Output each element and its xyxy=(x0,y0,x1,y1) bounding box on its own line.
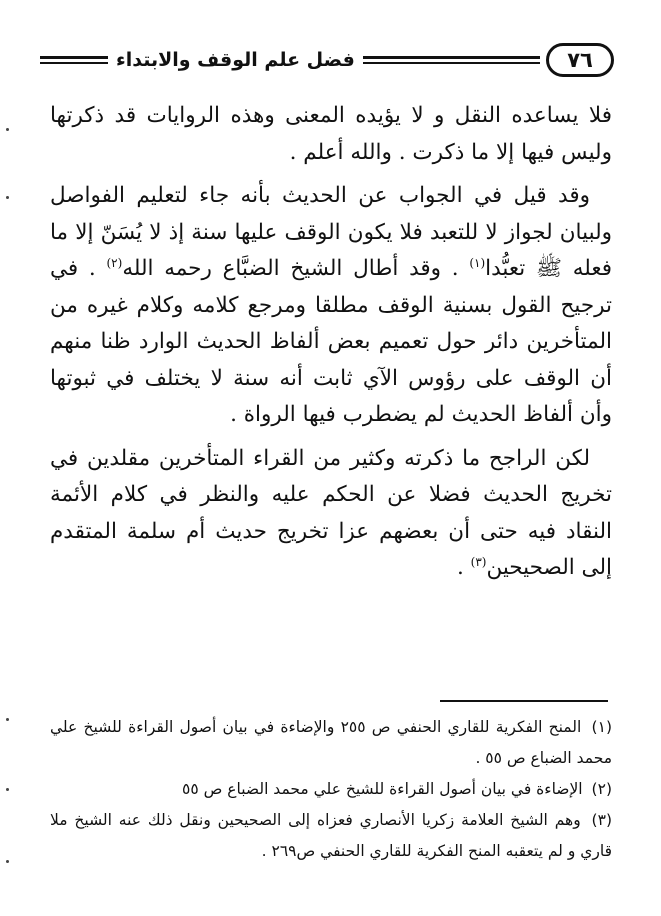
footnote-number: (١) xyxy=(591,718,612,736)
text-line: النقاد فيه حتى أن بعضهم عزا تخريج حديث أم سلمة المتقدم xyxy=(50,518,612,544)
text-line: وقد قيل في الجواب عن الحديث بأنه جاء لتعليم الفواصل xyxy=(50,183,590,208)
text-line: إلا ما فعله ﷺ تعبُّدا xyxy=(50,219,612,281)
running-title: فضل علم الوقف والابتداء xyxy=(116,49,355,71)
text-line: . في ترجيح القول بسنية الوقف مطلقا ومرجع كلامه xyxy=(50,256,612,318)
footnote-text: الإضاءة في بيان أصول القراءة للشيخ علي محمد الضباع ص ٥٥ xyxy=(182,780,583,798)
footnote-ref-1: (١) xyxy=(469,255,486,270)
text-line: إلى الصحيحين xyxy=(486,555,612,580)
text-line: . وقد أطال الشيخ الضبَّاع رحمه xyxy=(164,256,470,281)
text-line: ولبيان لجواز لا للتعبد فلا يكون الوقف عليها سنة إذ لا يُسَنّ xyxy=(100,219,612,245)
footnote-ref-2: (٢) xyxy=(106,255,123,270)
footnote-2 xyxy=(50,774,612,805)
footnote-text: وهم الشيخ العلامة زكريا الأنصاري فعزاه إلى الصحيحين ونقل ذلك عنه الشيخ ملا قاري و لم يتعقبه المنح الفكرية للقاري الحنفي ص٢٦٩ . xyxy=(50,811,612,860)
text-line: فلا يساعده النقل و لا يؤيده المعنى وهذه الروايات قد ذكرتها xyxy=(50,103,612,128)
page-number: ٧٦ xyxy=(546,43,614,77)
margin-dot xyxy=(6,196,9,199)
main-text xyxy=(50,98,612,587)
footnote-number: (٣) xyxy=(591,811,612,829)
footnote-separator xyxy=(440,700,608,702)
margin-dot xyxy=(6,788,9,791)
margin-dot xyxy=(6,128,9,131)
header-rule-short xyxy=(40,56,108,64)
text-line: الله xyxy=(122,256,154,281)
header-rule-line xyxy=(363,62,540,64)
footnote-1 xyxy=(50,712,612,774)
text-line: لكن الراجح ما ذكرته وكثير من القراء المتأخرين مقلدين في xyxy=(50,445,590,471)
margin-dot xyxy=(6,860,9,863)
text-line: سنة لا يختلف في ثبوتها وأن ألفاظ الحديث لم يضطرب فيها xyxy=(50,365,612,427)
header-rule-line xyxy=(40,62,108,64)
header-rule-line xyxy=(363,56,540,59)
footnote-text: المنح الفكرية للقاري الحنفي ص ٢٥٥ والإضاءة في بيان أصول القراءة للشيخ علي محمد الضباع ص ٥٥ . xyxy=(50,718,612,767)
text-line: الرواة . xyxy=(230,402,296,427)
header-rule-long xyxy=(363,56,540,64)
margin-dot xyxy=(6,718,9,721)
text-line: وليس فيها إلا ما ذكرت . والله أعلم . xyxy=(289,139,612,165)
header-rule-line xyxy=(40,56,108,59)
text-line: تخريج الحديث فضلا عن الحكم عليه والنظر في كلام الأئمة xyxy=(50,482,612,507)
footnotes xyxy=(50,712,612,867)
paragraph-1 xyxy=(50,98,612,171)
paragraph-3 xyxy=(50,441,612,587)
footnote-number: (٢) xyxy=(591,780,612,798)
text-line: . xyxy=(456,555,471,580)
paragraph-2 xyxy=(50,178,612,434)
footnote-3 xyxy=(50,805,612,867)
footnote-ref-3: (٣) xyxy=(470,554,487,569)
page-header xyxy=(34,38,614,82)
text-line: وكلام غيره من المتأخرين دائر حول تعميم بعض ألفاظ xyxy=(50,292,612,354)
text-line: الحديث الوارد ظنا منهم أن الوقف على رؤوس الآي ثابت أنه xyxy=(50,329,612,391)
